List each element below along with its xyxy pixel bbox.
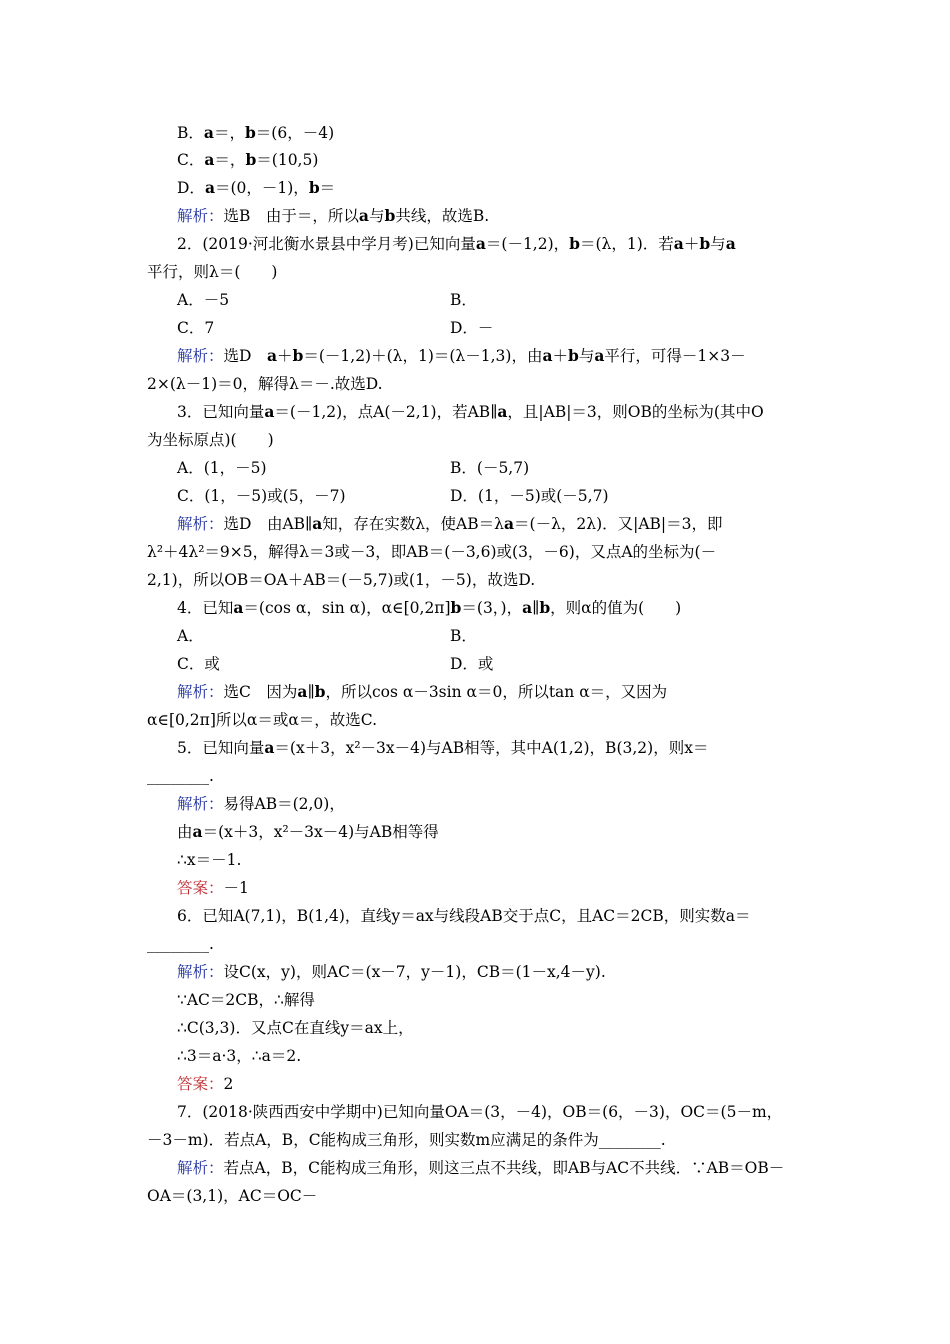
text-run: a (233, 598, 244, 617)
text-line (177, 343, 746, 369)
text-run: b (314, 682, 326, 701)
text-run: 2 (223, 1075, 234, 1093)
text-run: ＝， (213, 124, 245, 142)
text-line (177, 147, 318, 173)
text-line (177, 315, 494, 341)
text-run: a (503, 514, 515, 533)
text-run: a (203, 123, 214, 142)
text-run: λ²＋4λ²＝9×5，解得λ＝3或－3，即AB＝(－3,6)或(3，－6)，又点A的坐标为(－ (147, 543, 717, 561)
option-second-column (450, 483, 609, 509)
text-run: ，则α的值为( ) (550, 599, 682, 617)
text-line (147, 427, 274, 453)
text-run: b (292, 346, 304, 365)
text-run: 共线，故选B. (395, 207, 490, 225)
text-line (177, 903, 751, 929)
text-line (177, 1043, 301, 1069)
text-run: B． (450, 291, 477, 309)
text-run: 设C(x，y)，则AC＝(x－7，y－1)，CB＝(1－x,4－y). (223, 963, 606, 981)
text-run: a (264, 402, 275, 421)
text-run: 选D (223, 347, 267, 365)
text-run: B． (450, 627, 477, 645)
text-run: b (384, 206, 396, 225)
text-run: a (522, 598, 533, 617)
option-second-column (450, 455, 529, 481)
text-run: A．－5 (177, 291, 230, 309)
text-run: OA＝(3,1)，AC＝OC－ (147, 1187, 318, 1205)
text-run: －1 (223, 879, 249, 897)
text-run: 2．(2019·河北衡水景县中学月考)已知向量 (177, 235, 476, 253)
text-run: 选B 由于＝，所以 (223, 207, 359, 225)
text-run: 解析： (177, 795, 224, 813)
text-run: 与 (710, 235, 726, 253)
text-run: 7．(2018·陕西西安中学期中)已知向量OA＝(3，－4)，OB＝(6，－3)，OC＝(5－m， (177, 1103, 783, 1121)
text-run: a (358, 206, 369, 225)
text-run: 解析： (177, 683, 224, 701)
text-line (177, 231, 736, 257)
text-run: ∴3＝a·3，∴a＝2. (177, 1047, 302, 1065)
text-line (147, 931, 214, 957)
text-line (177, 120, 334, 146)
text-run: 若点A，B，C能构成三角形，则这三点不共线，即AB与AC不共线．∵AB＝OB－ (223, 1159, 785, 1177)
text-run: a (204, 178, 215, 197)
text-run: ＝(－1,2)， (485, 235, 570, 253)
text-run: 解析： (177, 963, 224, 981)
text-run: ∴C(3,3)．又点C在直线y＝ax上， (177, 1019, 414, 1037)
text-line (177, 399, 764, 425)
text-line (177, 595, 681, 621)
text-run: ________. (147, 935, 214, 953)
text-line (177, 1015, 414, 1041)
text-run: 平行，可得－1×3－ (604, 347, 746, 365)
text-line (147, 371, 383, 397)
text-line (177, 203, 489, 229)
text-run: a (673, 234, 684, 253)
text-run: 易得AB＝(2,0)， (223, 795, 345, 813)
text-run: A．(1，－5) (177, 459, 267, 477)
text-run: 6．已知A(7,1)，B(1,4)，直线y＝ax与线段AB交于点C，且AC＝2CB，则实数a＝ (177, 907, 751, 925)
text-run: ∴x＝－1. (177, 851, 242, 869)
text-run: ＝(6，－4) (255, 124, 335, 142)
text-run: 解析： (177, 347, 224, 365)
text-run: a (266, 346, 277, 365)
text-line (177, 959, 606, 985)
text-run: ，且|AB|＝3，则OB的坐标为(其中O (507, 403, 764, 421)
text-run: ∥ (532, 599, 540, 617)
text-run: C． (177, 151, 205, 169)
text-run: 由 (177, 823, 193, 841)
option-second-column (450, 651, 493, 677)
text-run: b (699, 234, 711, 253)
text-line (177, 1155, 784, 1181)
text-run: a (542, 346, 553, 365)
text-run: ________. (147, 767, 214, 785)
text-run: 5．已知向量 (177, 739, 265, 757)
text-line (147, 1183, 317, 1209)
text-line (177, 679, 667, 705)
text-run: B． (177, 124, 204, 142)
text-run: 为坐标原点)( ) (147, 431, 274, 449)
text-run: ＝(x＋3，x²－3x－4)与AB相等得 (202, 823, 439, 841)
option-second-column (450, 287, 477, 313)
text-run: a (264, 738, 275, 757)
text-run: b (450, 598, 462, 617)
text-line (177, 651, 494, 677)
text-line (147, 259, 277, 285)
text-run: b (569, 234, 580, 253)
text-run: ＝(－1,2)，点A(－2,1)，若AB∥ (274, 403, 498, 421)
text-run: a (725, 234, 736, 253)
text-run: ＝(－λ，2λ)．又|AB|＝3，即 (514, 515, 723, 533)
text-run: ＝(λ，1)．若 (579, 235, 674, 253)
text-run: b (568, 346, 579, 365)
text-run: a (594, 346, 605, 365)
text-run: ＝(x＋3，x²－3x－4)与AB相等，其中A(1,2)，B(3,2)，则x＝ (274, 739, 709, 757)
text-run: 2×(λ－1)＝0，解得λ＝－.故选D. (147, 375, 383, 393)
text-run: 平行，则λ＝( ) (147, 263, 278, 281)
text-run: ＋ (277, 347, 293, 365)
text-run: 答案： (177, 1075, 224, 1093)
text-run: a (497, 402, 508, 421)
text-run: 解析： (177, 1159, 224, 1177)
text-run: b (539, 598, 551, 617)
text-run: b (245, 150, 257, 169)
text-line (177, 875, 249, 901)
text-run: A． (177, 627, 204, 645)
text-run: C．7 (177, 319, 215, 337)
text-run: a (297, 682, 308, 701)
text-run: 解析： (177, 515, 224, 533)
text-run: b (308, 178, 320, 197)
text-run: α∈[0,2π]所以α＝或α＝，故选C. (147, 711, 378, 729)
text-line (147, 707, 377, 733)
text-run: 答案： (177, 879, 224, 897)
text-run: a (312, 514, 323, 533)
text-line (177, 987, 315, 1013)
text-line (177, 455, 530, 481)
text-run: 选C 因为 (223, 683, 298, 701)
text-line (177, 791, 345, 817)
text-run: ＝(3，)， (461, 599, 523, 617)
text-run: ，所以cos α－3sin α＝0，所以tan α＝，又因为 (325, 683, 668, 701)
text-line (177, 175, 335, 201)
text-line (177, 819, 439, 845)
text-line (177, 847, 241, 873)
text-run: a (192, 822, 203, 841)
text-run: b (244, 123, 256, 142)
text-run: ＝(10,5) (256, 151, 319, 169)
text-run: B．(－5,7) (450, 459, 530, 477)
text-line (147, 567, 535, 593)
text-line (177, 511, 723, 537)
text-run: ＝(0，－1)， (214, 179, 309, 197)
text-run: 知，存在实数λ，使AB＝λ (322, 515, 504, 533)
text-line (177, 1071, 233, 1097)
text-run: a (204, 150, 215, 169)
text-run: ＝， (214, 151, 246, 169)
text-run: D．或 (450, 655, 494, 673)
text-run: －3－m)．若点A，B，C能构成三角形，则实数m应满足的条件为________. (147, 1131, 666, 1149)
text-run: 选D 由AB∥ (223, 515, 313, 533)
text-line (147, 1127, 666, 1153)
text-run: ＝(cos α，sin α)，α∈[0,2π] (243, 599, 451, 617)
text-line (177, 287, 477, 313)
option-second-column (450, 623, 477, 649)
text-run: ＋ (683, 235, 700, 253)
text-run: a (475, 234, 486, 253)
text-run: ∥ (307, 683, 315, 701)
text-run: D．(1，－5)或(－5,7) (450, 487, 609, 505)
text-line (147, 763, 214, 789)
text-line (177, 1099, 782, 1125)
text-line (177, 735, 708, 761)
text-run: D． (177, 179, 205, 197)
text-line (177, 483, 609, 509)
text-run: ＝(－1,2)＋(λ，1)＝(λ－1,3)，由 (303, 347, 543, 365)
text-run: C．或 (177, 655, 220, 673)
text-run: 4．已知 (177, 599, 234, 617)
text-run: ＋ (552, 347, 569, 365)
text-run: 与 (578, 347, 595, 365)
text-run: C．(1，－5)或(5，－7) (177, 487, 346, 505)
text-run: D．－ (450, 319, 494, 337)
text-run: ∵AC＝2CB，∴解得 (177, 991, 315, 1009)
text-run: 与 (368, 207, 385, 225)
text-run: ＝ (319, 179, 336, 197)
text-line (177, 623, 477, 649)
text-run: 2,1)，所以OB＝OA＋AB＝(－5,7)或(1，－5)，故选D. (147, 571, 536, 589)
text-run: 解析： (177, 207, 224, 225)
option-second-column (450, 315, 493, 341)
text-run: 3．已知向量 (177, 403, 265, 421)
text-line (147, 539, 716, 565)
